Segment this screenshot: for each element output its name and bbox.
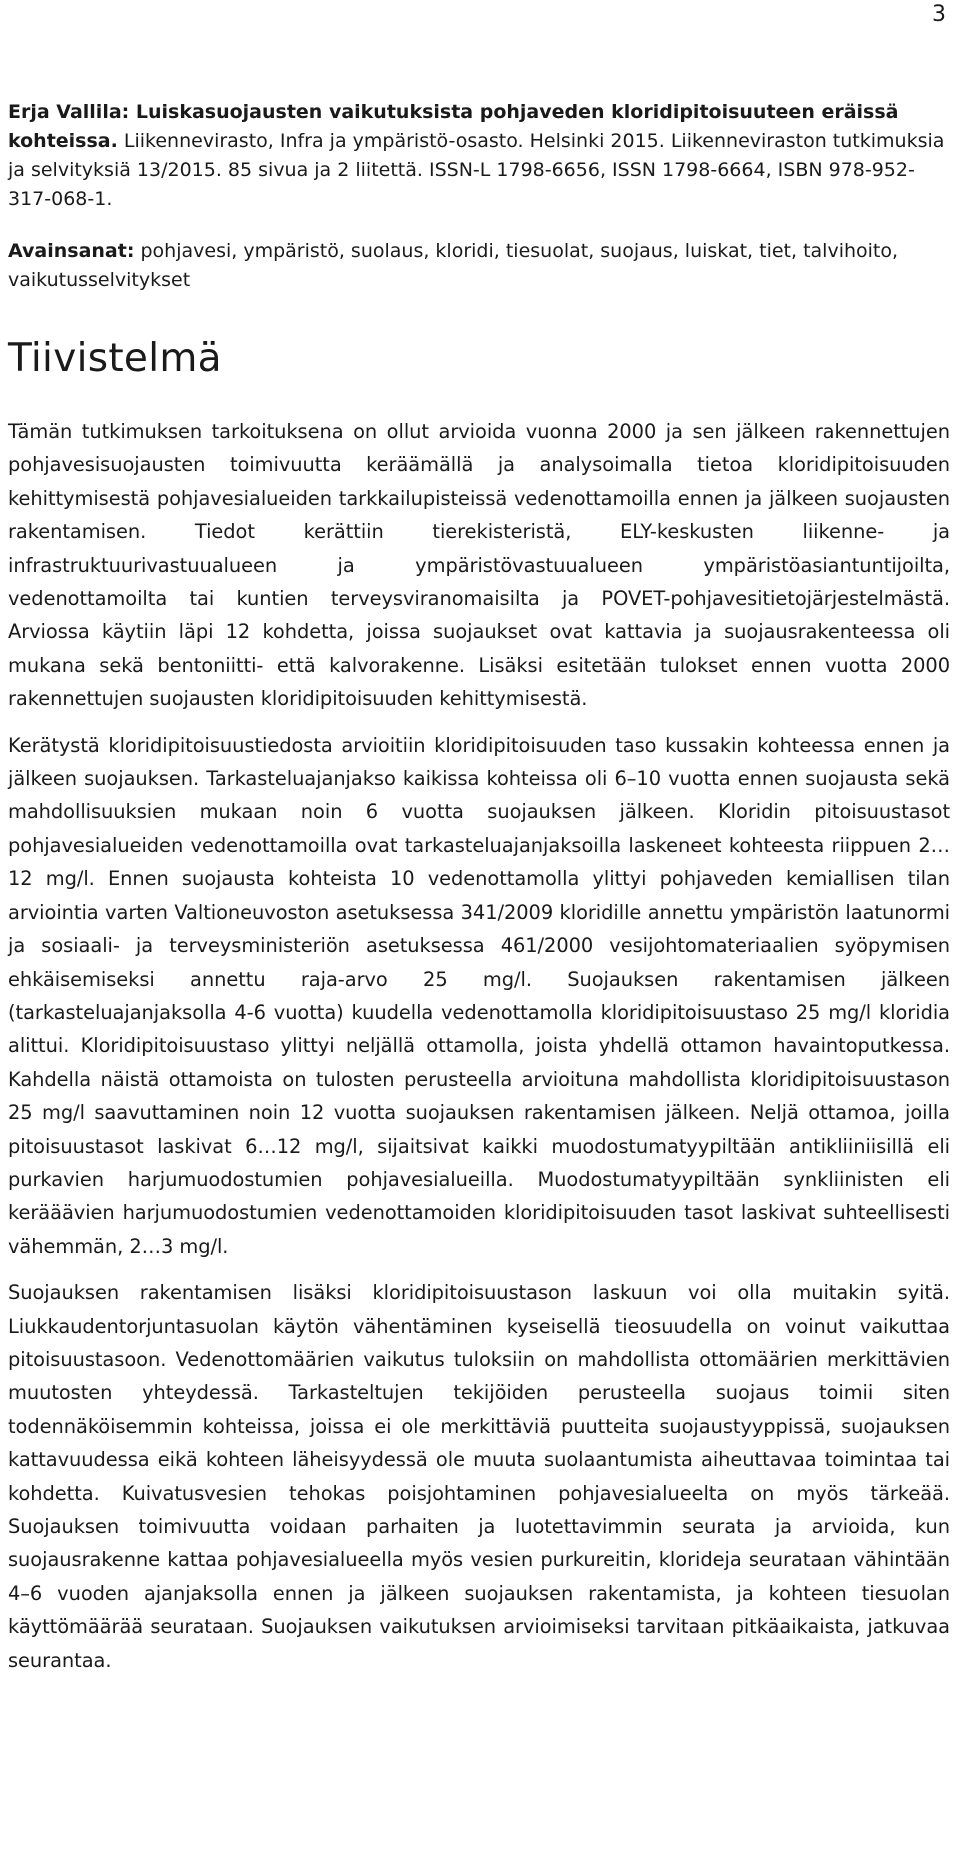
citation-publication: Liikennevirasto, Infra ja ympäristö-osasto. Helsinki 2015. Liikenneviraston tutkimuksia ja selvityksiä 13/2015. 85 sivua ja 2 liitettä. ISSN-L 1798-6656, ISSN 1798-6664, ISBN 978-952-317-068-1.	[8, 130, 945, 210]
page-content	[8, 98, 950, 1690]
citation-author-title: Erja Vallila: Luiskasuojausten vaikutuksista pohjaveden kloridipitoisuuteen eräissä kohteissa.	[8, 101, 899, 152]
abstract-paragraph-1: Tämän tutkimuksen tarkoituksena on ollut arvioida vuonna 2000 ja sen jälkeen rakennettujen pohjavesisuojausten toimivuutta keräämällä ja analysoimalla tietoa kloridipitoisuuden kehittymisestä pohjavesialueiden tarkkailupisteissä vedenottamoilla ennen ja jälkeen suojausten rakentamisen. Tiedot kerättiin tierekisteristä, ELY-keskusten liikenne- ja infrastruktuurivastuualueen ja ympäristövastuualueen ympäristöasiantuntijoilta, vedenottamoilta tai kuntien terveysviranomaisilta ja POVET-pohjavesitietojärjestelmästä. Arviossa käytiin läpi 12 kohdetta, joissa suojaukset ovat kattavia ja suojausrakenteessa oli mukana sekä bentoniitti- että kalvorakenne. Lisäksi esitetään tulokset ennen vuotta 2000 rakennettujen suojausten kloridipitoisuuden kehittymisestä.	[8, 420, 950, 711]
citation	[8, 98, 950, 214]
keywords	[8, 237, 950, 295]
keywords-label: Avainsanat:	[8, 240, 135, 262]
abstract-paragraph-3: Suojauksen rakentamisen lisäksi kloridipitoisuustason laskuun voi olla muitakin syitä. Liukkaudentorjuntasuolan käytön vähentäminen kyseisellä tieosuudella on voinut vaikuttaa pitoisuustasoon. Vedenottomäärien vaikutus tuloksiin on mahdollista ottomäärien merkittävien muutosten yhteydessä. Tarkasteltujen tekijöiden perusteella suojaus toimii siten todennäköisemmin kohteissa, joissa ei ole merkittäviä puutteita suojaustyyppissä, suojauksen kattavuudessa eikä kohteen läheisyydessä ole muuta suolaantumista aiheuttavaa toimintaa tai kohdetta. Kuivatusvesien tehokas poisjohtaminen pohjavesialueelta on myös tärkeää. Suojauksen toimivuutta voidaan parhaiten ja luotettavimmin seurata ja arvioida, kun suojausrakenne kattaa pohjavesialueella myös vesien purkureitin, klorideja seurataan vähintään 4–6 vuoden ajanjaksolla ennen ja jälkeen suojauksen rakentamista, ja kohteen tiesuolan käyttömäärää seurataan. Suojauksen vaikutuksen arvioimiseksi tarvitaan pitkäaikaista, jatkuvaa seurantaa.	[8, 1281, 950, 1672]
keywords-text: pohjavesi, ympäristö, suolaus, kloridi, tiesuolat, suojaus, luiskat, tiet, talvihoito, vaikutusselvitykset	[8, 240, 899, 291]
page-number: 3	[932, 2, 946, 27]
section-title: Tiivistelmä	[8, 336, 222, 381]
abstract-paragraph-2: Kerätystä kloridipitoisuustiedosta arvioitiin kloridipitoisuuden taso kussakin kohteessa ennen ja jälkeen suojauksen. Tarkasteluajanjakso kaikissa kohteissa oli 6–10 vuotta ennen suojausta sekä mahdollisuuksien mukaan noin 6 vuotta suojauksen jälkeen. Kloridin pitoisuustasot pohjavesialueiden vedenottamoilla ovat tarkasteluajanjaksoilla laskeneet kohteesta riippuen 2…12 mg/l. Ennen suojausta kohteista 10 vedenottamolla ylittyi pohjaveden kemiallisen tilan arviointia varten Valtioneuvoston asetuksessa 341/2009 kloridille annettu ympäristön laatunormi ja sosiaali- ja terveysministeriön asetuksessa 461/2000 vesijohtomateriaalien syöpymisen ehkäisemiseksi annettu raja-arvo 25 mg/l. Suojauksen rakentamisen jälkeen (tarkasteluajanjaksolla 4-6 vuotta) kuudella vedenottamolla kloridipitoisuustaso 25 mg/l kloridia alittui. Kloridipitoisuustaso ylittyi neljällä ottamolla, joista yhdellä ottamon havaintoputkessa. Kahdella näistä ottamoista on tulosten perusteella arvioituna mahdollista kloridipitoisuustason 25 mg/l saavuttaminen noin 12 vuotta suojauksen rakentamisen jälkeen. Neljä ottamoa, joilla pitoisuustasot laskivat 6…12 mg/l, sijaitsivat kaikki muodostumatyypiltään antikliiniisillä eli purkavien harjumuodostumien pohjavesialueilla. Muodostumatyypiltään synkliinisten eli kerääävien harjumuodostumien vedenottamoiden kloridipitoisuuden tasot laskivat suhteellisesti vähemmän, 2…3 mg/l.	[8, 733, 950, 1258]
